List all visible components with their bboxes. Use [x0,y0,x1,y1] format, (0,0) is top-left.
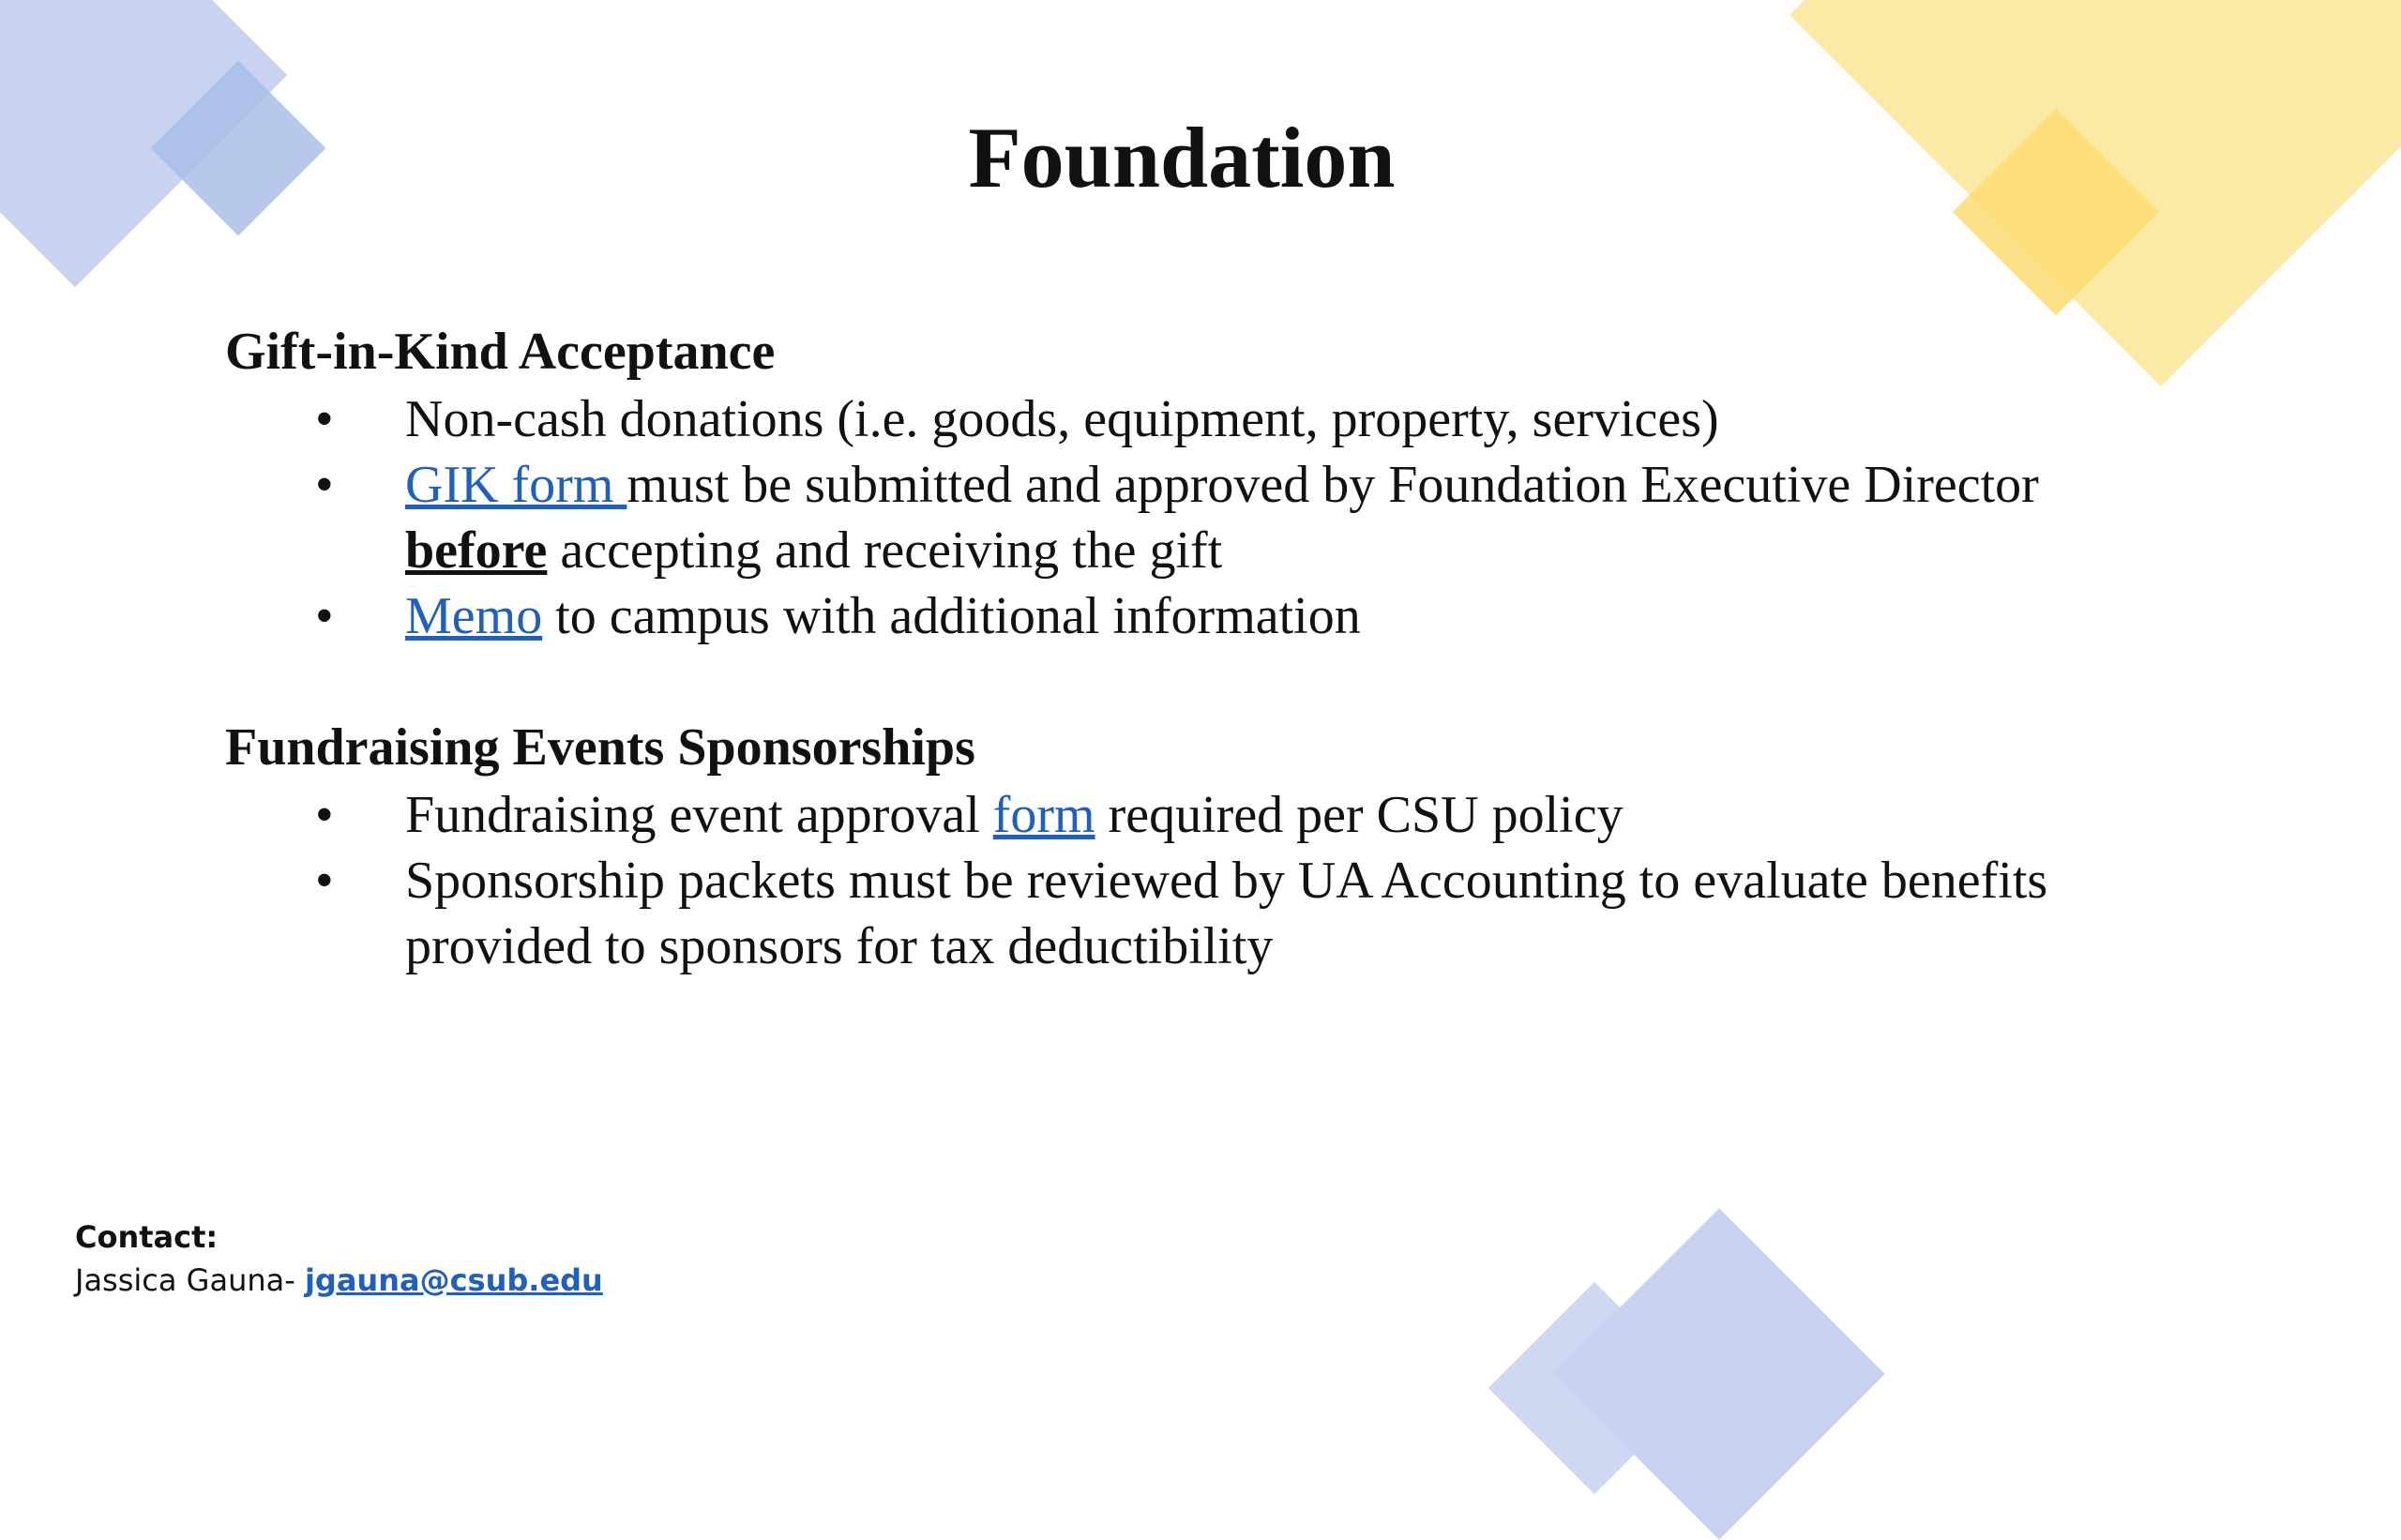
contact-line [75,1259,603,1302]
bullet-text: to campus with additional information [542,587,1361,645]
bullet-text: Non-cash donations (i.e. goods, equipment, property, services) [405,390,1719,448]
contact-label: Contact: [75,1219,219,1255]
bullet-icon: • [315,852,334,910]
list-item [225,782,2195,848]
list-item [225,583,2195,649]
list-item [225,848,2195,979]
bullet-text: must be submitted and approved by Foundation Executive Director [627,456,2039,514]
before-emphasis: before [405,521,548,580]
bullet-icon: • [315,390,334,448]
gift-in-kind-heading: Gift-in-Kind Acceptance [225,323,776,381]
fundraising-list [225,782,2195,979]
contact-block [75,1215,603,1302]
bullet-text: Fundraising event approval [405,786,993,844]
list-item [225,452,2195,583]
bullet-icon: • [315,587,334,645]
bullet-text: Sponsorship packets must be reviewed by UA Accounting to evaluate benefits provided to sponsors for tax deductibility [405,852,2048,975]
contact-name: Jassica Gauna- [75,1262,305,1298]
bullet-icon: • [315,786,334,844]
gift-in-kind-list [225,386,2195,649]
fundraising-heading: Fundraising Events Sponsorships [225,718,975,777]
memo-link[interactable]: Memo [405,587,543,645]
contact-email-link[interactable]: jgauna@csub.edu [304,1262,603,1298]
bullet-text: accepting and receiving the gift [547,521,1223,580]
approval-form-link[interactable]: form [992,786,1095,844]
bullet-icon: • [315,456,334,514]
slide-title: Foundation [968,110,1396,205]
gik-form-link[interactable]: GIK form [405,456,627,514]
list-item [225,386,2195,452]
bullet-text: required per CSU policy [1095,786,1623,844]
